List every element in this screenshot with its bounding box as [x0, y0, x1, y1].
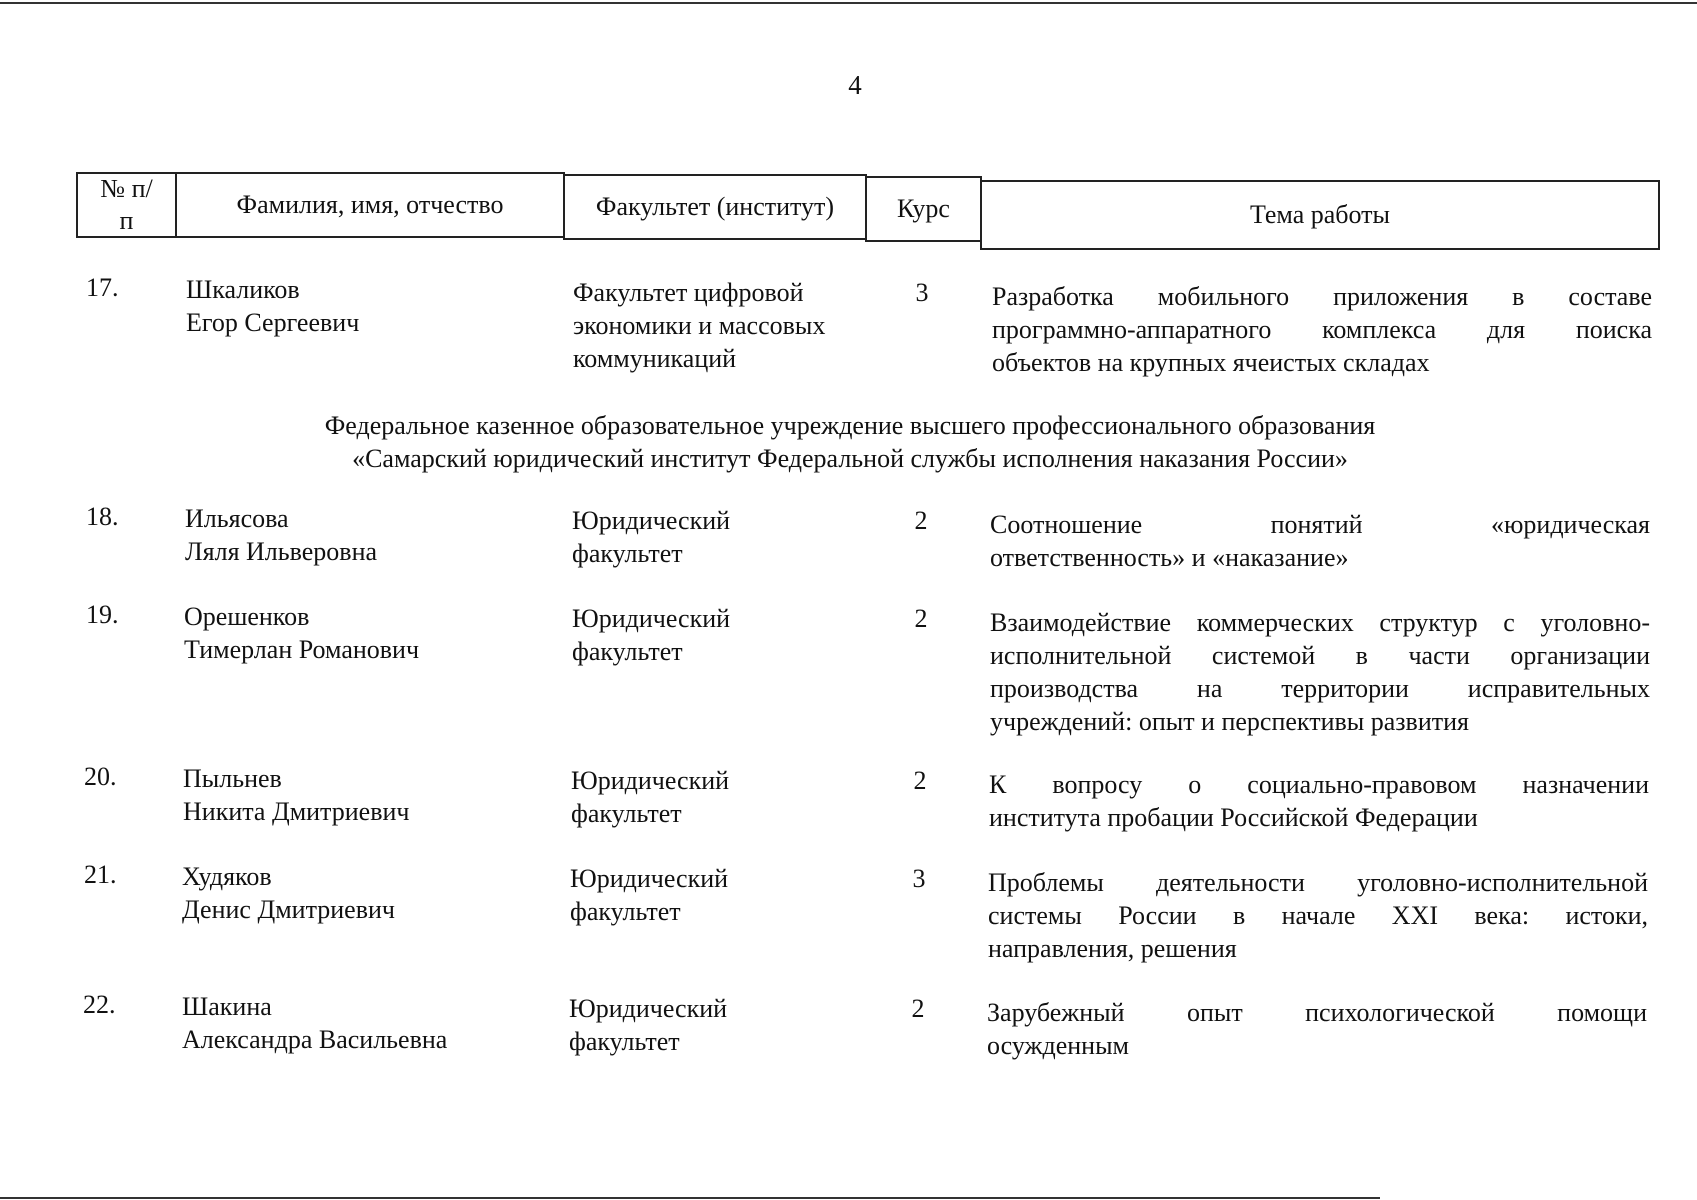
row-faculty-line: Юридический [572, 604, 731, 633]
header-course [865, 176, 982, 242]
row-name [186, 273, 566, 339]
row-given-names: Тимерлан Романович [184, 635, 420, 664]
row-topic-line: системы России в начале XXI века: истоки, [988, 901, 1648, 930]
row-name [183, 762, 563, 828]
top-rule [0, 2, 1697, 4]
row-topic [987, 996, 1647, 1062]
row-given-names: Ляля Ильверовна [185, 537, 378, 566]
row-topic-line: Взаимодействие коммерческих структур с уголовно- [990, 608, 1650, 637]
row-faculty-line: Юридический [570, 864, 729, 893]
bottom-rule [0, 1197, 1380, 1199]
header-topic-label: Тема работы [1249, 199, 1390, 229]
row-surname: Шакина [182, 992, 272, 1021]
row-number: 22. [83, 990, 116, 1019]
row-surname: Ильясова [185, 504, 289, 533]
row-faculty-line: факультет [569, 1027, 680, 1056]
row-faculty-line: факультет [572, 539, 683, 568]
row-faculty-line: Юридический [572, 506, 731, 535]
row-topic-line: института пробации Российской Федерации [989, 803, 1478, 832]
row-topic-line: Проблемы деятельности уголовно-исполнительной [988, 868, 1648, 897]
row-faculty [569, 992, 869, 1058]
row-faculty-line: коммуникаций [573, 344, 737, 373]
row-topic-line: объектов на крупных ячеистых складах [992, 348, 1430, 377]
header-course-label: Курс [897, 193, 950, 223]
row-faculty [571, 764, 871, 830]
row-course: 2 [911, 994, 925, 1023]
row-faculty-line: факультет [570, 897, 681, 926]
row-given-names: Денис Дмитриевич [182, 895, 395, 924]
row-number: 17. [86, 273, 119, 302]
row-topic-line: производства на территории исправительных [990, 674, 1650, 703]
row-given-names: Александра Васильевна [182, 1025, 448, 1054]
row-topic-line: программно-аппаратного комплекса для поиска [992, 315, 1652, 344]
row-given-names: Никита Дмитриевич [183, 797, 410, 826]
row-number: 19. [86, 600, 119, 629]
row-number: 20. [84, 762, 117, 791]
row-topic [989, 768, 1649, 834]
row-faculty [572, 504, 872, 570]
row-faculty-line: Юридический [571, 766, 730, 795]
row-course: 3 [912, 864, 926, 893]
header-faculty [563, 174, 867, 240]
header-number [76, 172, 177, 238]
row-topic [990, 606, 1650, 738]
row-topic-line: ответственность» и «наказание» [990, 543, 1349, 572]
row-topic-line: Соотношение понятий «юридическая [990, 510, 1650, 539]
row-surname: Шкаликов [186, 275, 300, 304]
header-faculty-label: Факультет (институт) [595, 191, 835, 221]
row-topic [992, 280, 1652, 379]
row-topic-line: исполнительной системой в части организации [990, 641, 1650, 670]
row-name [182, 990, 562, 1056]
institution-heading [200, 409, 1500, 475]
row-faculty [573, 276, 873, 375]
page-number: 4 [848, 70, 862, 100]
row-topic-line: Зарубежный опыт психологической помощи [987, 998, 1647, 1027]
row-topic-line: К вопросу о социально-правовом назначении [989, 770, 1649, 799]
row-given-names: Егор Сергеевич [186, 308, 360, 337]
header-topic [980, 180, 1660, 250]
row-faculty-line: факультет [571, 799, 682, 828]
header-name [175, 172, 565, 238]
row-topic-line: осужденным [987, 1031, 1129, 1060]
row-faculty [570, 862, 870, 928]
row-faculty [572, 602, 872, 668]
row-course: 2 [913, 766, 927, 795]
row-topic-line: Разработка мобильного приложения в составе [992, 282, 1652, 311]
row-surname: Пыльнев [183, 764, 282, 793]
row-course: 2 [914, 604, 928, 633]
row-name [185, 502, 565, 568]
row-course: 2 [914, 506, 928, 535]
row-name [184, 600, 564, 666]
institution-line-1: Федеральное казенное образовательное учреждение высшего профессионального образования [324, 411, 1376, 440]
row-surname: Худяков [182, 862, 272, 891]
row-topic-line: учреждений: опыт и перспективы развития [990, 707, 1469, 736]
row-surname: Орешенков [184, 602, 310, 631]
row-topic [990, 508, 1650, 574]
row-faculty-line: экономики и массовых [573, 311, 826, 340]
row-faculty-line: Юридический [569, 994, 728, 1023]
row-number: 21. [84, 860, 117, 889]
institution-line-2: «Самарский юридический институт Федеральной службы исполнения наказания России» [352, 444, 1348, 473]
row-topic-line: направления, решения [988, 934, 1237, 963]
header-name-label: Фамилия, имя, отчество [236, 189, 504, 219]
row-topic [988, 866, 1648, 965]
header-number-label: № п/п [100, 173, 153, 235]
row-course: 3 [915, 278, 929, 307]
row-faculty-line: Факультет цифровой [573, 278, 804, 307]
row-number: 18. [86, 502, 119, 531]
row-faculty-line: факультет [572, 637, 683, 666]
row-name [182, 860, 562, 926]
